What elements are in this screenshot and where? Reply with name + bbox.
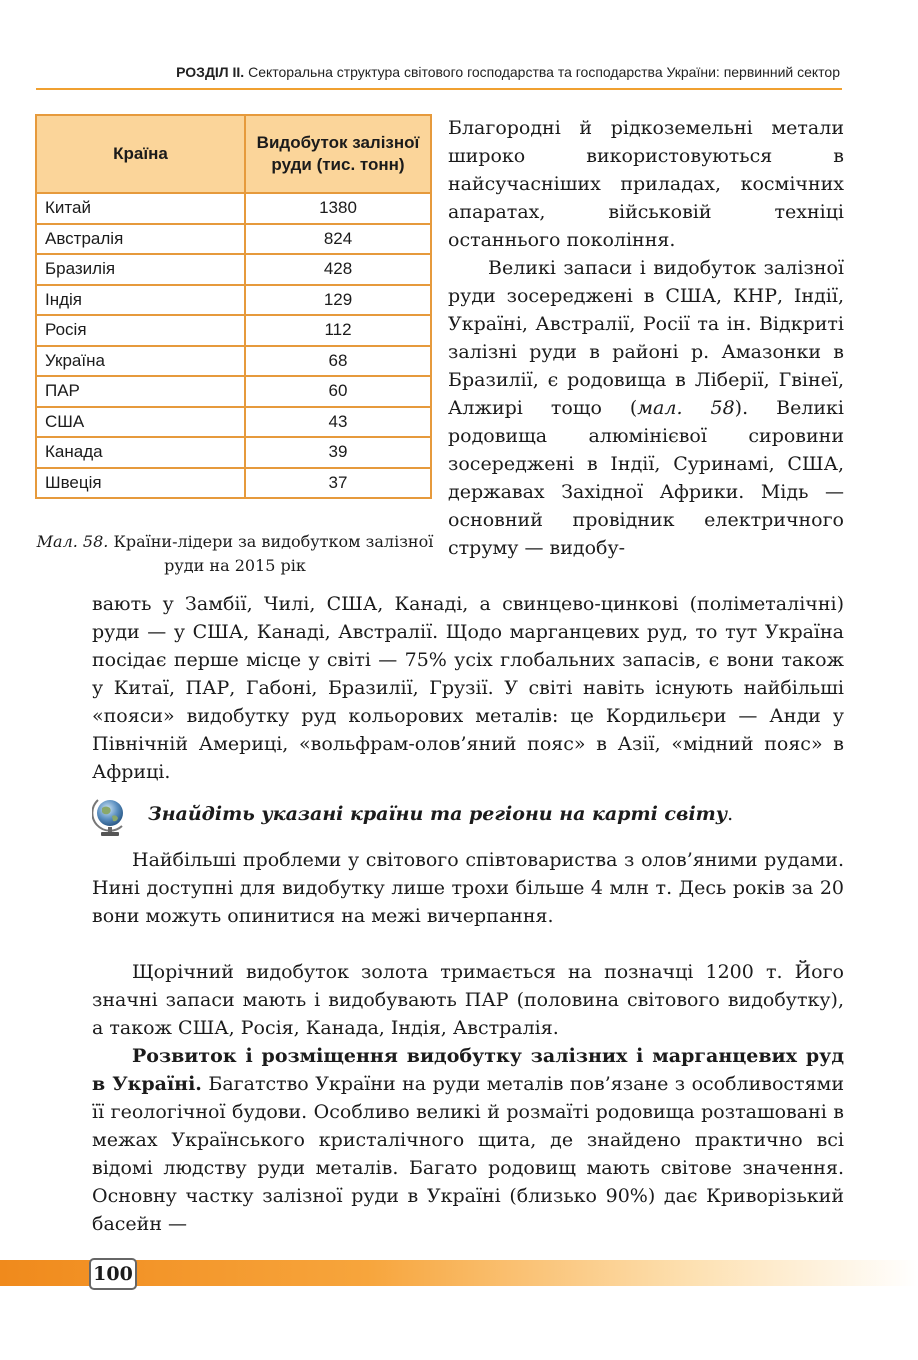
paragraph-ukraine-ores	[92, 1042, 844, 1238]
table-row	[36, 437, 431, 468]
cell-production: 428	[245, 254, 431, 285]
globe-icon	[92, 796, 128, 838]
caption-text: Країни-лідери за видобутком залізної руди на 2015 рік	[113, 532, 434, 575]
cell-production: 37	[245, 468, 431, 499]
paragraph-precious-metals: Благородні й рідкоземельні метали широко використовуються в найсучасніших приладах, космічних апаратах, військовій техніці останнього покоління.	[448, 117, 844, 251]
cell-production: 129	[245, 285, 431, 316]
paragraph-iron-ore: Великі запаси і видобуток залізної руди зосереджені в США, КНР, Індії, Україні, Австралії, Росії та ін. Відкриті залізні руди в районі р. Амазонки в Бразилії, є родовища в Ліберії, Гвінеї, Алжирі тощо (	[448, 257, 844, 419]
caption-label: Мал. 58.	[36, 532, 109, 551]
paragraph-ukraine-ores-text: Багатство України на руди металів пов’язане з особливостями її геологічної будови. Особливо великі й розмаїті родовища розташовані в межах Українського кристалічного щита, де знайдено практично всі відомі людству руди металів. Багато родовищ мають світове значення. Основну частку залізної руди в Україні (близько 90%) дає Криворізький басейн —	[92, 1073, 844, 1235]
cell-production: 824	[245, 224, 431, 255]
cell-country: Канада	[36, 437, 245, 468]
cell-production: 39	[245, 437, 431, 468]
table-row	[36, 285, 431, 316]
figure-caption	[30, 530, 440, 578]
cell-country: Індія	[36, 285, 245, 316]
column-text: Благородні й рідкоземельні метали широко використовуються в найсучасніших приладах, космічних апаратах, військовій техніці останнього покоління. Великі запаси і видобуток залізної руди зосереджені в США, КНР, Індії, Україні, Австралії, Росії та ін. Відкриті залізні руди в районі р. Амазонки в Бразилії, є родовища в Ліберії, Гвінеї, Алжирі тощо (мал. 58). Великі родовища алюмінієвої сировини зосереджені в Індії, Суринамі, США, державах Західної Африки. Мідь — основний провідник електричного струму — видобу-	[448, 117, 845, 559]
section-title: Секторальна структура світового господарства та господарства України: первинний сектор	[248, 64, 840, 80]
cell-country: США	[36, 407, 245, 438]
cell-country: Україна	[36, 346, 245, 377]
table-body	[36, 193, 431, 498]
header-rule	[36, 88, 842, 90]
header-production: Видобуток залізної руди (тис. тонн)	[245, 115, 431, 193]
cell-production: 60	[245, 376, 431, 407]
table-row	[36, 193, 431, 224]
table-row	[36, 346, 431, 377]
subheading-ukraine-ores: Розвиток і розміщення видобутку залізних і марганцевих руд в Україні.	[92, 1045, 844, 1095]
task-block	[92, 796, 852, 840]
cell-country: ПАР	[36, 376, 245, 407]
full-width-text: вають у Замбії, Чилі, США, Канаді, а свинцево-цинкові (поліметалічні) руди — у США, Канаді, Австралії. Щодо марганцевих руд, то тут Україна посідає перше місце у світі — 75% усіх глобальних запасів, є вони також у Китаї, ПАР, Габоні, Бразилії, Грузії. У світі навіть існують найбільші «пояси» видобутку руд кольорових металів: це Кордильєри — Анди у Північній Америці, «вольфрам-олов’яний пояс» в Азії, «мідний пояс» в Африці.	[92, 593, 844, 783]
iron-ore-table	[35, 114, 432, 499]
cell-country: Швеція	[36, 468, 245, 499]
cell-country: Росія	[36, 315, 245, 346]
cell-country: Бразилія	[36, 254, 245, 285]
cell-country: Китай	[36, 193, 245, 224]
cell-production: 43	[245, 407, 431, 438]
paragraph-gold: Щорічний видобуток золота тримається на позначці 1200 т. Його значні запаси мають і видобувають ПАР (половина світового видобутку), а також США, Росія, Канада, Індія, Австралія.	[92, 961, 844, 1039]
section-label: РОЗДІЛ II.	[176, 64, 245, 80]
footer-bar	[0, 1260, 918, 1286]
header-country: Країна	[36, 115, 245, 193]
table-row	[36, 224, 431, 255]
task-instruction: Знайдіть указані країни та регіони на карті світу.	[148, 803, 734, 825]
table-row	[36, 376, 431, 407]
cell-production: 112	[245, 315, 431, 346]
table-row	[36, 407, 431, 438]
table-row	[36, 315, 431, 346]
cell-production: 68	[245, 346, 431, 377]
table-header-row	[36, 115, 431, 193]
page-number: 100	[89, 1258, 137, 1290]
paragraph-iron-ore-cont: ). Великі родовища алюмінієвої сировини зосереджені в Індії, Суринамі, США, державах Західної Африки. Мідь — основний провідник електричного струму — видобу	[448, 397, 845, 559]
running-header	[0, 64, 840, 80]
figure-reference: мал. 58	[637, 397, 735, 419]
cell-production: 1380	[245, 193, 431, 224]
table-row	[36, 254, 431, 285]
table-row	[36, 468, 431, 499]
cell-country: Австралія	[36, 224, 245, 255]
paragraph-tin: Найбільші проблеми у світового співтовариства з олов’яними рудами. Нині доступні для видобутку лише трохи більше 4 млн т. Десь років за 20 вони можуть опинитися на межі вичерпання.	[92, 849, 844, 927]
